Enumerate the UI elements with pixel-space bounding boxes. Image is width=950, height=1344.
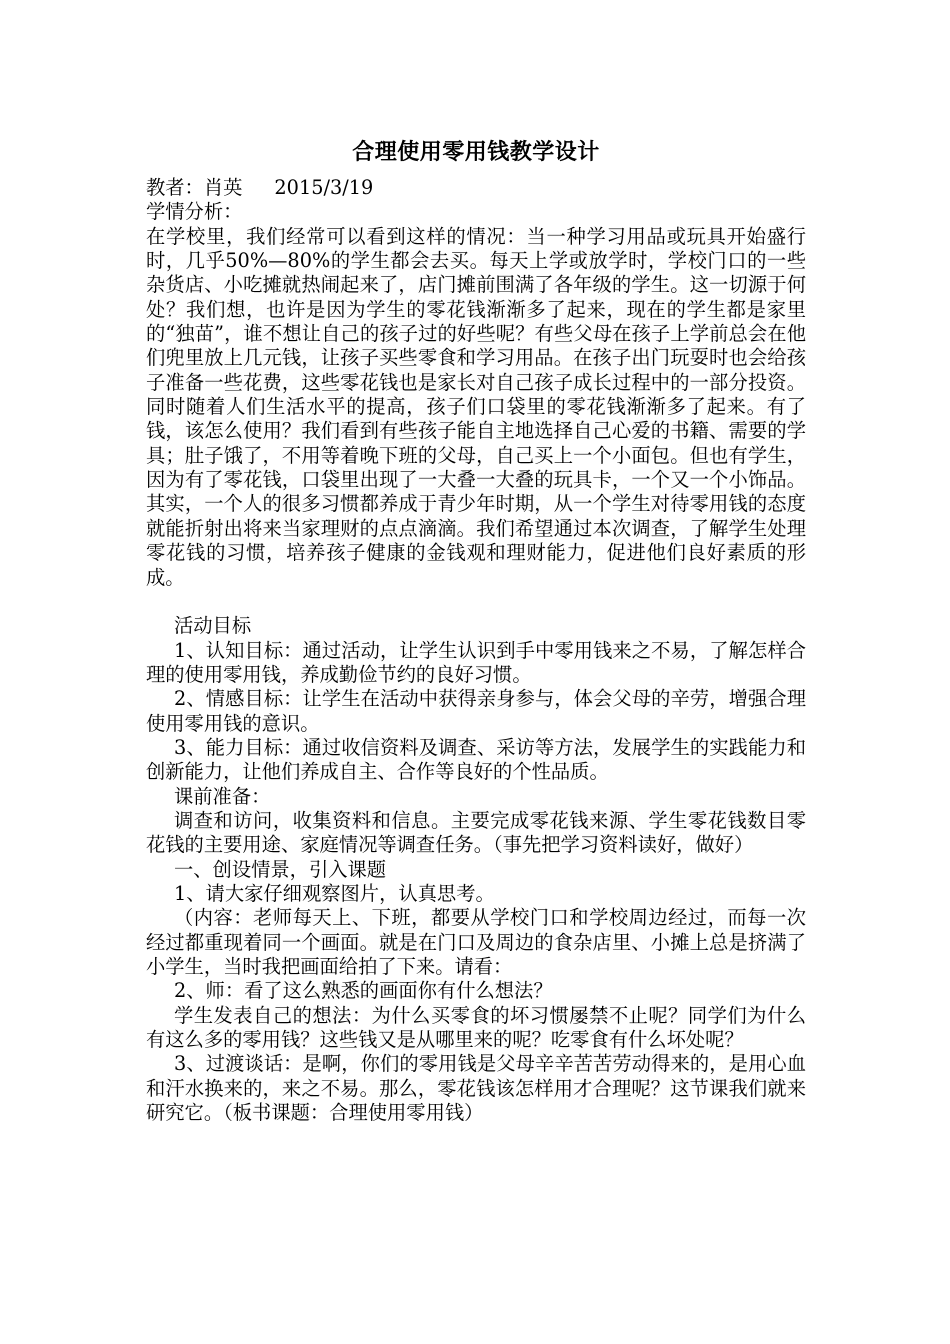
teacher-label: 教者：肖英 bbox=[146, 176, 243, 199]
goal-cognitive: 1、认知目标：通过活动，让学生认识到手中零用钱来之不易，了解怎样合理的使用零用钱，养成勤俭节约的良好习惯。 bbox=[146, 638, 806, 686]
step-teacher-question: 2、师：看了这么熟悉的画面你有什么想法？ bbox=[174, 979, 553, 1003]
lesson-date: 2015/3/19 bbox=[274, 176, 374, 199]
blank-line bbox=[146, 590, 806, 614]
goal-emotional: 2、情感目标：让学生在活动中获得亲身参与，体会父母的辛劳，增强合理使用零用钱的意识。 bbox=[146, 687, 806, 735]
analysis-paragraph: 在学校里，我们经常可以看到这样的情况：当一种学习用品或玩具开始盛行时，几乎50%—80%的学生都会去买。每天上学或放学时，学校门口的一些杂货店、小吃摊就热闹起来了，店门摊前围满了各年级的学生。这一切源于何处？我们想，也许是因为学生的零花钱渐渐多了起来，现在的学生都是家里的“独苗”，谁不想让自己的孩子过的好些呢？有些父母在孩子上学前总会在他们兜里放上几元钱，让孩子买些零食和学习用品。在孩子出门玩耍时也会给孩子准备一些花费，这些零花钱也是家长对自己孩子成长过程中的一部分投资。同时随着人们生活水平的提高，孩子们口袋里的零花钱渐渐多了起来。有了钱，该怎么使用？我们看到有些孩子能自主地选择自己心爱的书籍、需要的学具；肚子饿了，不用等着晚下班的父母，自己买上一个小面包。但也有学生，因为有了零花钱，口袋里出现了一大叠一大叠的玩具卡，一个又一个小饰品。其实，一个人的很多习惯都养成于青少年时期，从一个学生对待零用钱的态度就能折射出将来当家理财的点点滴滴。我们希望通过本次调查，了解学生处理零花钱的习惯，培养孩子健康的金钱观和理财能力，促进他们良好素质的形成。 bbox=[146, 224, 806, 589]
document-body bbox=[146, 138, 806, 1125]
goal-ability: 3、能力目标：通过收信资料及调查、采访等方法，发展学生的实践能力和创新能力，让他们养成自主、合作等良好的个性品质。 bbox=[146, 735, 806, 784]
teacher-meta bbox=[146, 176, 806, 200]
section-heading: 一、创设情景，引入课题 bbox=[174, 857, 387, 881]
prep-heading: 课前准备： bbox=[174, 784, 271, 808]
document-title: 合理使用零用钱教学设计 bbox=[352, 139, 600, 165]
prep-paragraph: 调查和访问，收集资料和信息。主要完成零花钱来源、学生零花钱数目零花钱的主要用途、家庭情况等调查任务。（事先把学习资料读好，做好） bbox=[146, 808, 806, 857]
step-observe: 1、请大家仔细观察图片，认真思考。 bbox=[174, 881, 495, 905]
student-response: 学生发表自己的想法：为什么买零食的坏习惯屡禁不止呢？同学们为什么有这么多的零用钱？这些钱又是从哪里来的呢？吃零食有什么坏处呢？ bbox=[146, 1003, 806, 1052]
step-transition: 3、过渡谈话：是啊，你们的零用钱是父母辛辛苦苦劳动得来的，是用心血和汗水换来的，来之不易。那么，零花钱该怎样用才合理呢？这节课我们就来研究它。（板书课题：合理使用零用钱） bbox=[146, 1052, 806, 1125]
analysis-heading: 学情分析： bbox=[146, 200, 243, 224]
goals-heading: 活动目标 bbox=[174, 614, 252, 638]
step-observe-note: （内容：老师每天上、下班，都要从学校门口和学校周边经过，而每一次经过都重现着同一个画面。就是在门口及周边的食杂店里、小摊上总是挤满了小学生，当时我把画面给拍了下来。请看： bbox=[146, 906, 806, 978]
